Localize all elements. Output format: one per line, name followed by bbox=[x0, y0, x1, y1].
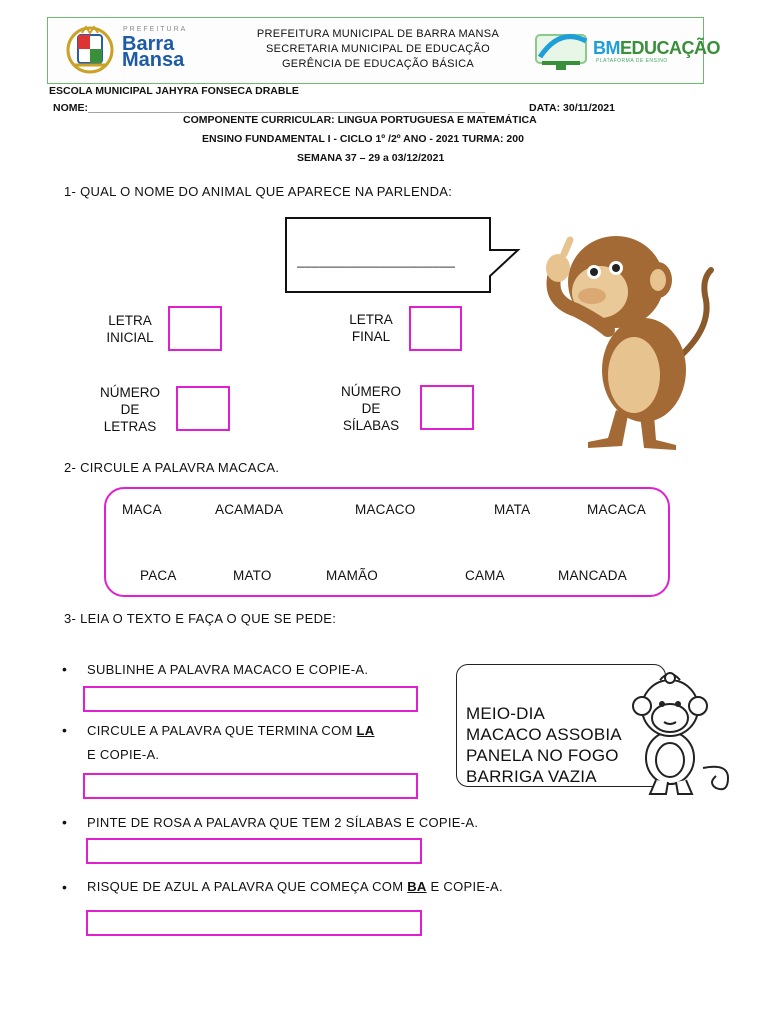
letra-final-label: LETRA FINAL bbox=[349, 312, 393, 344]
word-maca[interactable]: MACA bbox=[122, 502, 162, 517]
answer-box-1[interactable] bbox=[83, 686, 418, 712]
letra-inicial-box[interactable] bbox=[168, 306, 222, 351]
answer-box-4[interactable] bbox=[86, 910, 422, 936]
poem-line-2: MACACO ASSOBIA bbox=[466, 725, 622, 744]
poem-line-3: PANELA NO FOGO bbox=[466, 746, 619, 765]
bm-educacao-subtitle: PLATAFORMA DE ENSINO bbox=[596, 58, 668, 64]
word-mancada[interactable]: MANCADA bbox=[558, 568, 627, 583]
student-name-field[interactable]: NOME:____________________________________________________________________ bbox=[53, 102, 486, 114]
word-macaca[interactable]: MACACA bbox=[587, 502, 646, 517]
word-paca[interactable]: PACA bbox=[140, 568, 177, 583]
numero-silabas-label: NÚMERO DE SÍLABAS bbox=[341, 384, 401, 433]
date-label: DATA: 30/11/2021 bbox=[529, 102, 615, 114]
instruction-2-cont: E COPIE-A. bbox=[87, 747, 160, 762]
poem-text bbox=[466, 703, 622, 787]
poem-line-4: BARRIGA VAZIA bbox=[466, 767, 597, 786]
bm-educacao-text: BMEDUCAÇÃO bbox=[593, 38, 721, 58]
question-2-title: 2- CIRCULE A PALAVRA MACACA. bbox=[64, 460, 280, 475]
poem-line-1: MEIO-DIA bbox=[466, 704, 546, 723]
city-crest-icon bbox=[60, 25, 120, 75]
instruction-2: CIRCULE A PALAVRA QUE TERMINA COM LA bbox=[87, 723, 375, 738]
curricular-component: COMPONENTE CURRICULAR: LINGUA PORTUGUESA E MATEMÁTICA bbox=[183, 114, 537, 126]
word-mato[interactable]: MATO bbox=[233, 568, 272, 583]
word-mamao[interactable]: MAMÃO bbox=[326, 568, 379, 583]
word-macaco[interactable]: MACACO bbox=[355, 502, 416, 517]
numero-letras-label: NÚMERO DE LETRAS bbox=[100, 385, 160, 434]
monkey-lineart-illustration bbox=[628, 668, 738, 798]
question-3-title: 3- LEIA O TEXTO E FAÇA O QUE SE PEDE: bbox=[64, 611, 337, 626]
word-cama[interactable]: CAMA bbox=[465, 568, 505, 583]
brand-prefix: PREFEITURA bbox=[123, 26, 188, 33]
letra-inicial-label: LETRA INICIAL bbox=[106, 313, 154, 345]
instruction-3: PINTE DE ROSA A PALAVRA QUE TEM 2 SÍLABAS E COPIE-A. bbox=[87, 815, 479, 830]
brand-name-line-2: Mansa bbox=[122, 49, 185, 71]
header-line-1: PREFEITURA MUNICIPAL DE BARRA MANSA bbox=[256, 28, 500, 40]
monkey-illustration bbox=[536, 210, 726, 450]
week-label: SEMANA 37 – 29 a 03/12/2021 bbox=[297, 152, 445, 164]
answer-box-2[interactable] bbox=[83, 773, 418, 799]
bullet-dot: • bbox=[62, 661, 67, 677]
bm-educacao-logo-icon bbox=[532, 27, 592, 72]
brand-name bbox=[122, 33, 185, 71]
instruction-1: SUBLINHE A PALAVRA MACACO E COPIE-A. bbox=[87, 662, 369, 677]
bullet-dot: • bbox=[62, 722, 67, 738]
numero-silabas-box[interactable] bbox=[420, 385, 474, 430]
school-name: ESCOLA MUNICIPAL JAHYRA FONSECA DRABLE bbox=[49, 85, 299, 97]
letra-final-box[interactable] bbox=[409, 306, 462, 351]
header-line-3: GERÊNCIA DE EDUCAÇÃO BÁSICA bbox=[281, 58, 475, 70]
bullet-dot: • bbox=[62, 879, 67, 895]
brand-name-line-1: Barra bbox=[122, 33, 175, 55]
word-acamada[interactable]: ACAMADA bbox=[215, 502, 284, 517]
bullet-dot: • bbox=[62, 814, 67, 830]
question-1-title: 1- QUAL O NOME DO ANIMAL QUE APARECE NA PARLENDA: bbox=[64, 184, 453, 199]
answer-line: _____________________ bbox=[297, 253, 456, 268]
answer-box-3[interactable] bbox=[86, 838, 422, 864]
word-mata[interactable]: MATA bbox=[494, 502, 531, 517]
level-class: ENSINO FUNDAMENTAL I - CICLO 1º /2º ANO - 2021 TURMA: 200 bbox=[202, 133, 524, 145]
header-line-2: SECRETARIA MUNICIPAL DE EDUCAÇÃO bbox=[266, 43, 490, 55]
instruction-4: RISQUE DE AZUL A PALAVRA QUE COMEÇA COM BA E COPIE-A. bbox=[87, 879, 503, 894]
numero-letras-box[interactable] bbox=[176, 386, 230, 431]
